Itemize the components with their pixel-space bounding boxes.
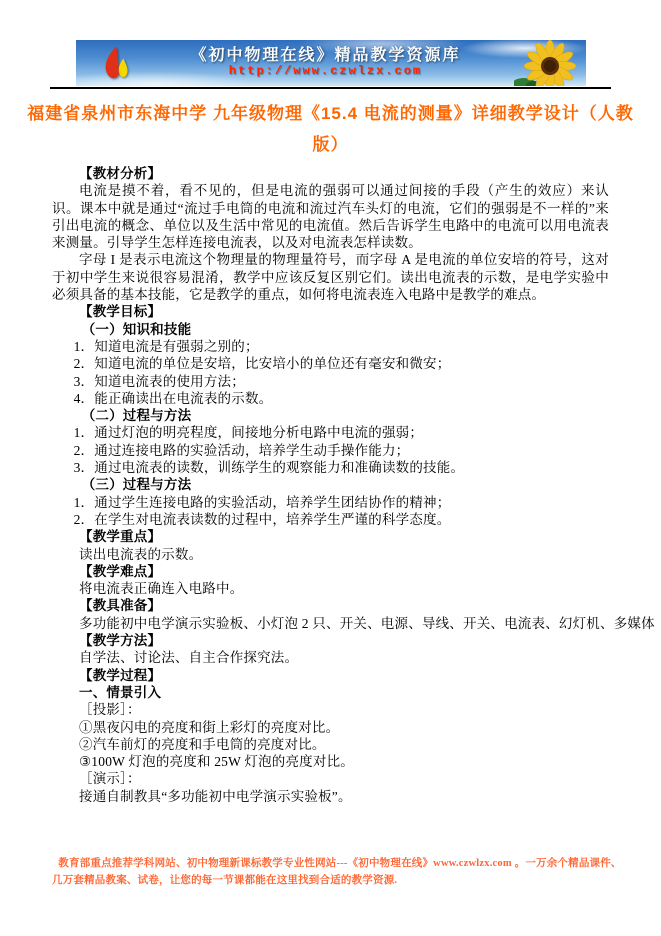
doc-line: 3．知道电流表的使用方法； <box>73 373 245 389</box>
doc-heading: （一）知识和技能 <box>81 321 192 337</box>
doc-line: 4．能正确读出在电流表的示数。 <box>73 390 273 406</box>
doc-heading: 【教学目标】 <box>79 304 162 320</box>
document-body <box>0 165 661 805</box>
doc-heading: （二）过程与方法 <box>81 408 192 424</box>
doc-heading: 【教材分析】 <box>79 166 162 181</box>
doc-line: 1．通过灯泡的明亮程度，间接地分析电路中电流的强弱； <box>73 425 424 441</box>
doc-heading: （三）过程与方法 <box>81 477 192 493</box>
doc-heading: 【教具准备】 <box>79 598 162 614</box>
doc-line: ［演示］： <box>79 771 141 787</box>
doc-heading: 一、情景引入 <box>79 684 162 700</box>
doc-line: 2．通过连接电路的实验活动，培养学生动手操作能力； <box>73 442 410 458</box>
doc-heading: 【教学过程】 <box>79 667 162 683</box>
doc-line: ①黑夜闪电的亮度和街上彩灯的亮度对比。 <box>79 719 340 735</box>
site-logo-icon <box>98 43 138 83</box>
doc-heading: 【教学重点】 <box>79 529 162 545</box>
page-title-line1: 福建省泉州市东海中学 九年级物理《15.4 电流的测量》详细教学设计（人教 <box>27 104 634 123</box>
doc-line: ［投影］： <box>79 702 141 718</box>
doc-line: 自学法、讨论法、自主合作探究法。 <box>79 650 299 666</box>
doc-line: 接通自制教具“多功能初中电学演示实验板”。 <box>79 788 352 804</box>
doc-heading: 【教学方法】 <box>79 633 162 649</box>
footer-line1: 教育部重点推荐学科网站、初中物理新课标教学专业性网站---《初中物理在线》www.czwlzx.com 。一万余个精品课件、 <box>58 858 622 869</box>
site-banner <box>76 40 586 86</box>
doc-line: 1．通过学生连接电路的实验活动，培养学生团结协作的精神； <box>73 494 451 510</box>
doc-line: 将电流表正确连入电路中。 <box>79 581 244 597</box>
footer-note <box>52 855 635 889</box>
doc-line: 读出电流表的示数。 <box>79 546 203 562</box>
banner-site-title: 《初中物理在线》精品教学资源库 <box>190 47 461 65</box>
page-title <box>0 98 661 160</box>
banner-site-url[interactable]: http://www.czwlzx.com <box>228 64 423 79</box>
doc-heading: 【教学难点】 <box>79 563 162 579</box>
sunflower-icon <box>514 40 578 86</box>
doc-line: 2．在学生对电流表读数的过程中，培养学生严谨的科学态度。 <box>73 511 451 527</box>
footer-line2: 几万套精品教案、试卷，让您的每一节课都能在这里找到合适的教学资源. <box>52 875 398 886</box>
doc-line: ③100W 灯泡的亮度和 25W 灯泡的亮度对比。 <box>79 754 354 770</box>
doc-line: 1．知道电流是有强弱之别的； <box>73 338 259 354</box>
doc-line: 多功能初中电学演示实验板、小灯泡 2 只、开关、电源、导线、开关、电流表、幻灯机、多媒体 <box>79 615 655 631</box>
doc-line: ②汽车前灯的亮度和手电筒的亮度对比。 <box>79 736 326 752</box>
divider-rule <box>50 87 611 89</box>
doc-line: 2．知道电流的单位是安培，比安培小的单位还有毫安和微安； <box>73 356 451 372</box>
page-title-line2: 版） <box>312 135 349 154</box>
doc-line: 3．通过电流表的读数，训练学生的观察能力和准确读数的技能。 <box>73 460 465 476</box>
doc-line: 电流是摸不着，看不见的，但是电流的强弱可以通过间接的手段（产生的效应）来认识。课本中就是通过“流过手电筒的电流和流过汽车头灯的电流，它们的强弱是不一样的”来引出电流的概念、单位以及生活中常见的电流值。然后告诉学生电路中的电流可以用电流表来测量。引导学生怎样连接电流表，以及对电流表怎样读数。 <box>52 183 609 251</box>
banner-text-block <box>138 48 514 77</box>
doc-line: 字母 I 是表示电流这个物理量的物理量符号，而字母 A 是电流的单位安培的符号，这对于初中学生来说很容易混淆，教学中应该反复区别它们。读出电流表的示数，是电学实验中必须具备的基本技能，它是教学的重点，如何将电流表连入电路中是教学的难点。 <box>52 252 609 303</box>
